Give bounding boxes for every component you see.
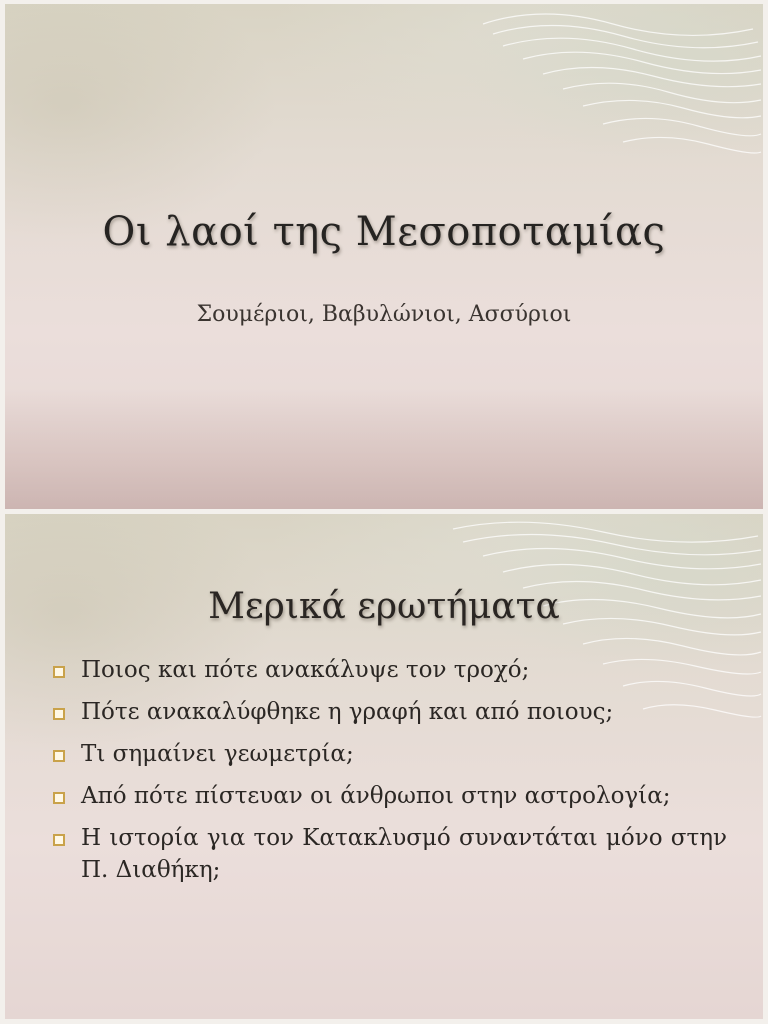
question-text: Πότε ανακαλύφθηκε η γραφή και από ποιους;	[81, 699, 614, 725]
question-list	[53, 654, 727, 896]
square-bullet-icon	[53, 750, 65, 762]
question-text: Από πότε πίστευαν οι άνθρωποι στην αστρολογία;	[81, 783, 671, 809]
title-slide	[5, 4, 763, 509]
questions-slide	[5, 514, 763, 1019]
slide-title: Οι λαοί της Μεσοποταμίας	[102, 209, 666, 255]
decorative-band	[5, 389, 763, 509]
list-item	[53, 822, 727, 886]
swirl-decoration	[463, 4, 763, 204]
square-bullet-icon	[53, 708, 65, 720]
slide-subtitle: Σουμέριοι, Βαβυλώνιοι, Ασσύριοι	[196, 302, 572, 327]
question-text: Τι σημαίνει γεωμετρία;	[81, 741, 354, 767]
question-text: Η ιστορία για τον Κατακλυσμό συναντάται μόνο στην Π. Διαθήκη;	[81, 825, 727, 883]
square-bullet-icon	[53, 834, 65, 846]
list-item	[53, 696, 727, 728]
square-bullet-icon	[53, 792, 65, 804]
slide-title: Μερικά ερωτήματα	[208, 586, 560, 627]
question-text: Ποιος και πότε ανακάλυψε τον τροχό;	[81, 657, 530, 683]
list-item	[53, 738, 727, 770]
list-item	[53, 780, 727, 812]
square-bullet-icon	[53, 666, 65, 678]
list-item	[53, 654, 727, 686]
